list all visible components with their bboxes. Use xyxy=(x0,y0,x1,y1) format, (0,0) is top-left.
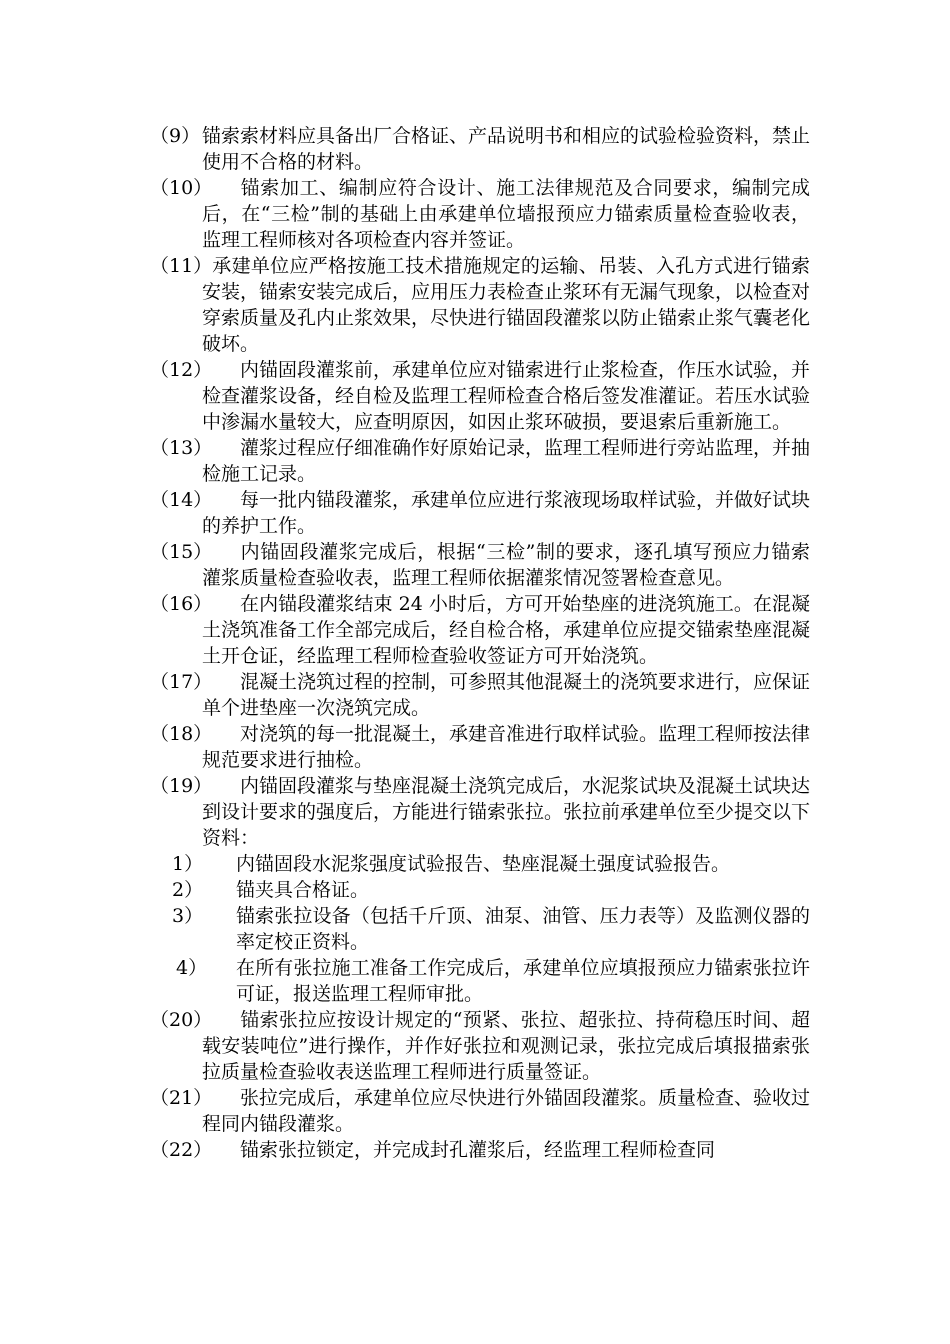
sub-item-number: 2） xyxy=(172,879,204,901)
item-number: （15） xyxy=(150,541,213,563)
item-number: （10） xyxy=(150,177,213,199)
list-item-16 xyxy=(150,591,810,669)
item-text: 承建单位应严格按施工技术措施规定的运输、吊装、入孔方式进行锚索安装，锚索安装完成后，应用压力表检查止浆环有无漏气现象，以检查对穿索质量及孔内止浆效果，尽快进行锚固段灌浆以防止锚索止浆气囊老化破坏。 xyxy=(202,255,811,355)
item-text: 锚索加工、编制应符合设计、施工法律规范及合同要求，编制完成后，在“三检”制的基础上由承建单位墙报预应力锚索质量检查验收表，监理工程师核对各项检查内容并签证。 xyxy=(202,177,810,251)
sub-item-2 xyxy=(150,877,810,903)
sub-item-number: 4） xyxy=(176,957,208,979)
list-item-11 xyxy=(150,253,810,357)
list-item-13 xyxy=(150,435,810,487)
item-text: 在内锚段灌浆结束 24 小时后，方可开始垫座的进浇筑施工。在混凝土浇筑准备工作全部完成后，经自检合格，承建单位应提交锚索垫座混凝土开仓证，经监理工程师检查验收签证方可开始浇筑。 xyxy=(202,593,811,667)
sub-item-1 xyxy=(150,851,810,877)
sub-item-text: 锚索张拉设备（包括千斤顶、油泵、油管、压力表等）及监测仪器的率定校正资料。 xyxy=(236,905,810,953)
list-item-15 xyxy=(150,539,810,591)
list-item-22 xyxy=(150,1137,810,1163)
sub-item-text: 锚夹具合格证。 xyxy=(236,879,370,901)
list-item-14 xyxy=(150,487,810,539)
item-text: 张拉完成后，承建单位应尽快进行外锚固段灌浆。质量检查、验收过程同内锚段灌浆。 xyxy=(202,1087,811,1135)
sub-item-number: 3） xyxy=(172,905,204,927)
item-text: 内锚固段灌浆完成后，根据“三检”制的要求，逐孔填写预应力锚索灌浆质量检查验收表，监理工程师依据灌浆情况签署检查意见。 xyxy=(202,541,810,589)
sub-item-3 xyxy=(150,903,810,955)
item-text: 对浇筑的每一批混凝土，承建音准进行取样试验。监理工程师按法律规范要求进行抽检。 xyxy=(202,723,811,771)
list-item-17 xyxy=(150,669,810,721)
item-text: 每一批内锚段灌浆，承建单位应进行浆液现场取样试验，并做好试块的养护工作。 xyxy=(202,489,811,537)
item-text: 灌浆过程应仔细准确作好原始记录，监理工程师进行旁站监理，并抽检施工记录。 xyxy=(202,437,811,485)
sub-item-number: 1） xyxy=(172,853,204,875)
item-text: 内锚固段灌浆前，承建单位应对锚索进行止浆检查，作压水试验，并检查灌浆设备，经自检及监理工程师检查合格后签发准灌证。若压水试验中渗漏水量较大，应查明原因，如因止浆环破损，要退索后重新施工。 xyxy=(202,359,811,433)
list-item-12 xyxy=(150,357,810,435)
item-number: （20） xyxy=(150,1009,213,1031)
item-number: （18） xyxy=(150,723,213,745)
list-item-20 xyxy=(150,1007,810,1085)
list-item-9 xyxy=(150,123,810,175)
item-number: （21） xyxy=(150,1087,213,1109)
sub-item-text: 在所有张拉施工准备工作完成后，承建单位应填报预应力锚索张拉许可证，报送监理工程师审批。 xyxy=(236,957,810,1005)
sub-item-4 xyxy=(150,955,810,1007)
item-number: （17） xyxy=(150,671,213,693)
item-number: （16） xyxy=(150,593,213,615)
item-number: （13） xyxy=(150,437,213,459)
sub-item-text: 内锚固段水泥浆强度试验报告、垫座混凝土强度试验报告。 xyxy=(236,853,731,875)
item-number: （14） xyxy=(150,489,213,511)
item-text: 锚索索材料应具备出厂合格证、产品说明书和相应的试验检验资料，禁止使用不合格的材料。 xyxy=(202,125,811,173)
item-number: （22） xyxy=(150,1139,213,1161)
item-number: （11） xyxy=(150,255,213,277)
item-text: 混凝土浇筑过程的控制，可参照其他混凝土的浇筑要求进行，应保证单个进垫座一次浇筑完成。 xyxy=(202,671,811,719)
list-item-10 xyxy=(150,175,810,253)
item-number: （12） xyxy=(150,359,213,381)
list-item-19 xyxy=(150,773,810,851)
item-text: 锚索张拉锁定，并完成封孔灌浆后，经监理工程师检查同 xyxy=(240,1139,716,1161)
item-number: （19） xyxy=(150,775,213,797)
item-number: （9） xyxy=(150,125,201,147)
list-item-18 xyxy=(150,721,810,773)
document-body xyxy=(150,123,810,1163)
item-text: 锚索张拉应按设计规定的“预紧、张拉、超张拉、持荷稳压时间、超载安装吨位”进行操作，并作好张拉和观测记录，张拉完成后填报描索张拉质量检查验收表送监理工程师进行质量签证。 xyxy=(202,1009,810,1083)
list-item-21 xyxy=(150,1085,810,1137)
item-text: 内锚固段灌浆与垫座混凝土浇筑完成后，水泥浆试块及混凝土试块达到设计要求的强度后，方能进行锚索张拉。张拉前承建单位至少提交以下资料： xyxy=(202,775,811,849)
